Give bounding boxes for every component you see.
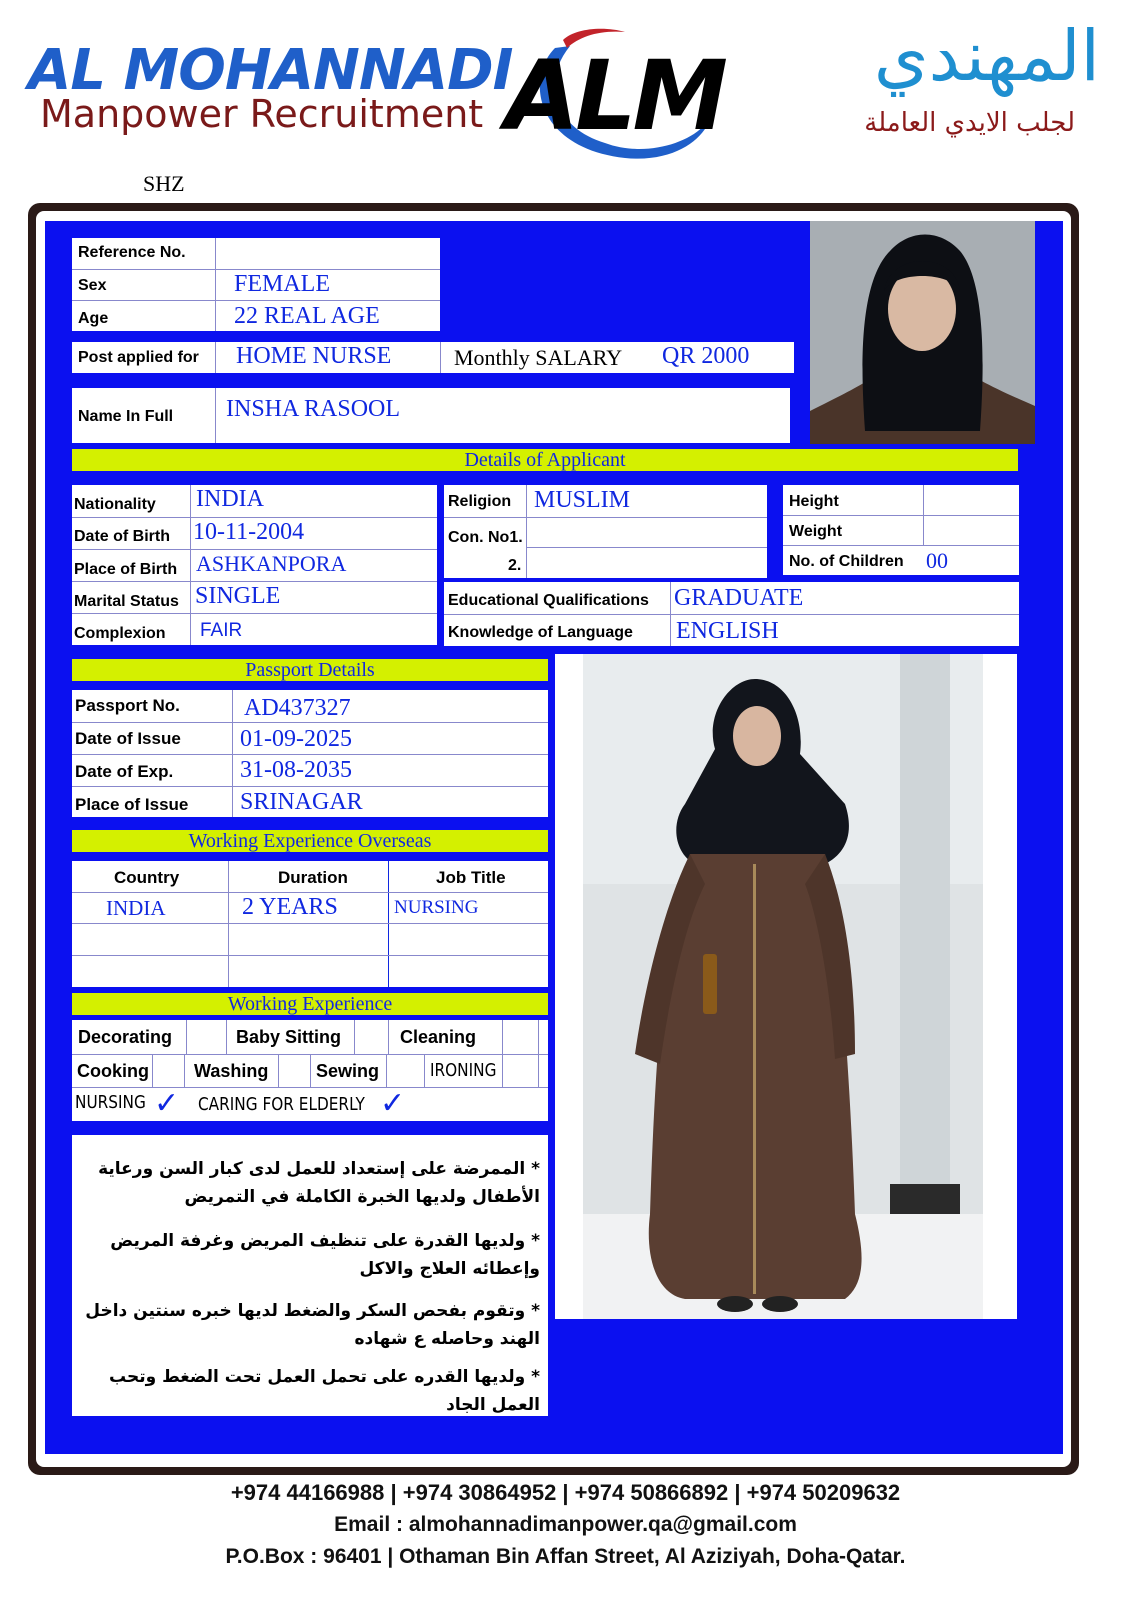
marital-value: SINGLE: [195, 583, 281, 609]
details-section-title: Details of Applicant: [72, 449, 1018, 471]
complexion-value: FAIR: [200, 620, 243, 641]
portrait-image-icon: [810, 221, 1035, 444]
salary-value: QR 2000: [662, 343, 750, 369]
contact2-label: 2.: [508, 557, 522, 574]
education-label: Educational Qualifications: [448, 592, 649, 609]
note-1: * الممرضة على إستعداد للعمل لدى كبار السن ورعاية الأطفال ولديها الخبرة الكاملة في التمريض: [98, 1159, 540, 1207]
footer-address: P.O.Box : 96401 | Othaman Bin Affan Street, Al Aziziyah, Doha-Qatar.: [225, 1545, 906, 1568]
overseas-header-job-title: Job Title: [436, 868, 506, 887]
overseas-header-country: Country: [114, 868, 180, 887]
details-left-table: [72, 485, 437, 645]
overseas-row-job-title: NURSING: [394, 897, 479, 918]
skill-sewing: Sewing: [316, 1061, 380, 1081]
agent-code: SHZ: [143, 171, 185, 196]
footer-phones: +974 44166988 | +974 30864952 | +974 50866892 | +974 50209632: [230, 1480, 901, 1505]
pob-label: Place of Birth: [74, 561, 178, 578]
age-label: Age: [78, 310, 109, 327]
passport-number-value: AD437327: [244, 695, 351, 721]
experience-table: [72, 1020, 548, 1121]
skill-caring-elderly: CARING FOR ELDERLY: [198, 1094, 365, 1115]
overseas-header-duration: Duration: [278, 868, 348, 887]
nationality-label: Nationality: [74, 496, 156, 513]
language-label: Knowledge of Language: [448, 624, 633, 641]
physical-table: [783, 485, 1019, 575]
caring-elderly-check-icon: ✓: [380, 1086, 406, 1121]
reference-label: Reference No.: [78, 244, 186, 261]
issue-date-label: Date of Issue: [75, 729, 181, 748]
age-value: 22 REAL AGE: [234, 303, 380, 329]
notes-panel: [72, 1135, 548, 1416]
company-name-ar: المهندي: [873, 15, 1100, 97]
company-name-en: AL MOHANNADI: [28, 38, 513, 103]
issue-place-label: Place of Issue: [75, 795, 189, 814]
skill-cooking: Cooking: [77, 1061, 149, 1081]
identity-table: [72, 238, 440, 331]
name-row: [72, 388, 790, 443]
company-tagline-en: Manpower Recruitment: [40, 92, 484, 136]
contact1-label: Con. No1.: [448, 529, 523, 546]
expiry-date-label: Date of Exp.: [75, 762, 174, 781]
skill-cleaning: Cleaning: [400, 1027, 477, 1047]
issue-place-value: SRINAGAR: [240, 789, 363, 815]
issue-date-value: 01-09-2025: [240, 726, 352, 752]
nationality-value: INDIA: [196, 486, 264, 512]
dob-value: 10-11-2004: [193, 519, 305, 545]
skill-ironing: IRONING: [430, 1060, 497, 1081]
post-value: HOME NURSE: [236, 343, 392, 369]
marital-label: Marital Status: [74, 593, 179, 610]
logo-mark: ALM: [505, 40, 724, 152]
footer-email[interactable]: Email : almohannadimanpower.qa@gmail.com: [334, 1513, 797, 1536]
skill-decorating: Decorating: [78, 1027, 173, 1047]
sex-label: Sex: [78, 277, 107, 294]
overseas-row-duration: 2 YEARS: [242, 894, 338, 920]
religion-table: [444, 485, 767, 578]
note-2: * ولديها القدرة على تنظيف المريض وغرفة المريض وإعطائه العلاج والاكل: [110, 1231, 540, 1279]
company-tagline-ar: لجلب الايدي العاملة: [864, 108, 1075, 138]
name-label: Name In Full: [78, 408, 174, 425]
language-value: ENGLISH: [676, 618, 779, 644]
note-4: * ولديها القدره على تحمل العمل تحت الضغط وتحب العمل الجاد: [108, 1367, 540, 1415]
full-length-image-icon: [555, 654, 1017, 1319]
sex-value: FEMALE: [234, 271, 330, 297]
applicant-portrait-photo: [810, 221, 1035, 444]
weight-label: Weight: [789, 523, 843, 540]
dob-label: Date of Birth: [74, 528, 170, 545]
experience-section-title: Working Experience: [72, 993, 548, 1015]
skill-baby-sitting: Baby Sitting: [236, 1027, 342, 1047]
overseas-row-country: INDIA: [106, 896, 166, 920]
passport-section-title: Passport Details: [72, 659, 548, 681]
religion-value: MUSLIM: [534, 487, 631, 513]
salary-label: Monthly SALARY: [454, 345, 623, 370]
children-label: No. of Children: [789, 553, 904, 570]
height-label: Height: [789, 493, 839, 510]
passport-table: [72, 690, 548, 817]
skill-nursing: NURSING: [75, 1092, 146, 1113]
note-3: * وتقوم بفحص السكر والضغط لديها خبره سنتين داخل الهند وحاصله ع شهاده: [85, 1301, 540, 1349]
expiry-date-value: 31-08-2035: [240, 757, 352, 783]
post-row: [72, 342, 794, 373]
name-value: INSHA RASOOL: [226, 396, 401, 422]
education-table: [444, 582, 1019, 646]
skill-washing: Washing: [194, 1061, 269, 1081]
post-label: Post applied for: [78, 349, 199, 366]
complexion-label: Complexion: [74, 625, 166, 642]
overseas-section-title: Working Experience Overseas: [72, 830, 548, 852]
applicant-full-length-photo: [555, 654, 1017, 1319]
children-value: 00: [926, 548, 948, 573]
passport-number-label: Passport No.: [75, 696, 180, 715]
nursing-check-icon: ✓: [154, 1086, 180, 1121]
education-value: GRADUATE: [674, 585, 804, 611]
pob-value: ASHKANPORA: [196, 551, 347, 576]
overseas-table: [72, 861, 548, 987]
religion-label: Religion: [448, 493, 512, 510]
